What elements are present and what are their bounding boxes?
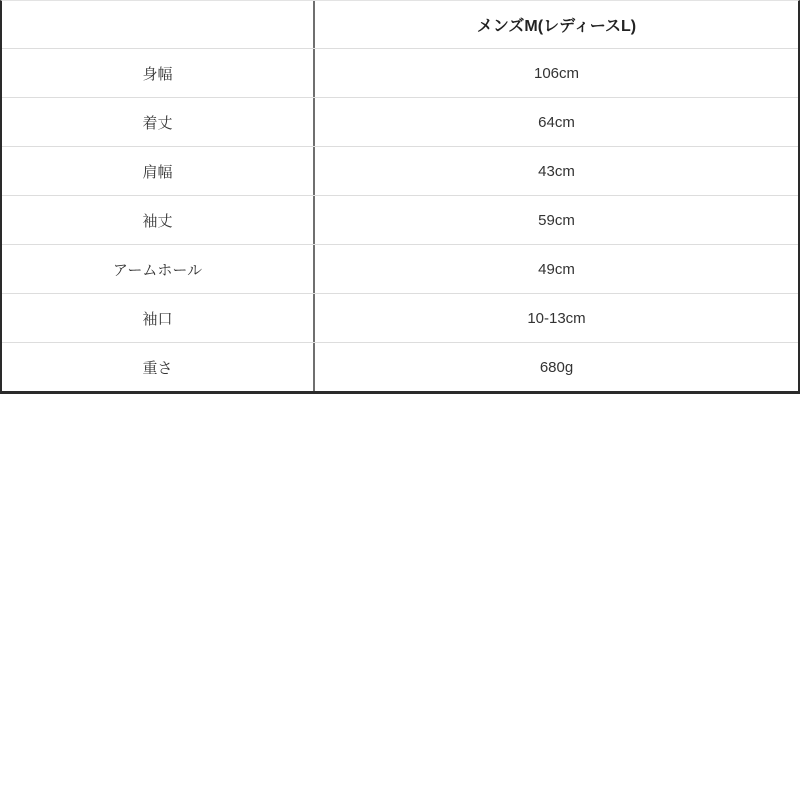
row-label: 袖丈 — [2, 196, 315, 244]
table-row — [2, 48, 798, 97]
row-value: 680g — [539, 358, 574, 376]
table-row — [2, 342, 798, 391]
row-value: 106cm — [533, 64, 580, 82]
row-label: 着丈 — [2, 98, 315, 146]
table-header-row — [2, 1, 798, 48]
row-value: 43cm — [538, 162, 575, 180]
row-value: 64cm — [538, 113, 575, 131]
row-label: 重さ — [2, 343, 315, 391]
row-value: 10-13cm — [527, 309, 586, 327]
table-row — [2, 293, 798, 342]
row-label: 身幅 — [2, 49, 315, 97]
header-empty-cell — [2, 1, 315, 48]
table-row — [2, 97, 798, 146]
size-chart-table — [0, 0, 800, 394]
row-value: 49cm — [538, 260, 575, 278]
row-label: 肩幅 — [2, 147, 315, 195]
row-value: 59cm — [538, 211, 575, 229]
table-row — [2, 244, 798, 293]
table-row — [2, 146, 798, 195]
header-size-cell: メンズM(レディースL) — [476, 18, 637, 35]
row-label: アームホール — [2, 245, 315, 293]
row-label: 袖口 — [2, 294, 315, 342]
table-row — [2, 195, 798, 244]
